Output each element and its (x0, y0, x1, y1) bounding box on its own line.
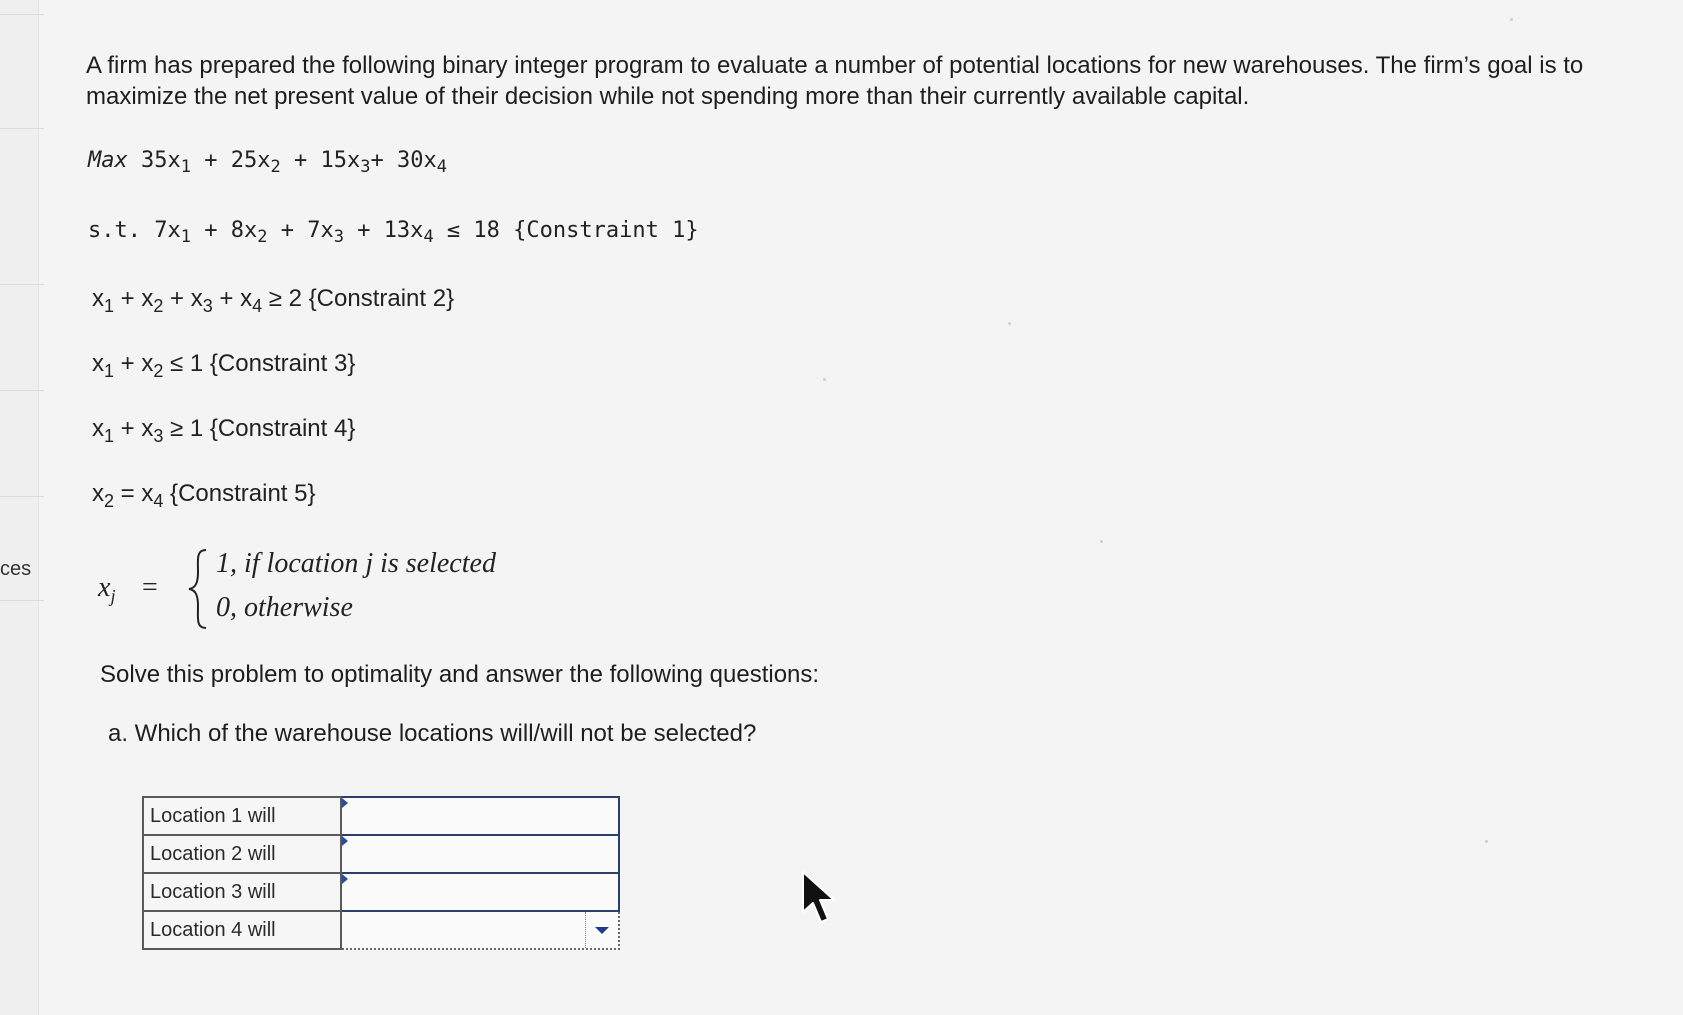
panel-divider (0, 284, 44, 285)
table-row (143, 835, 619, 873)
constraint-prefix: s.t. (88, 218, 141, 243)
location-2-answer-field[interactable] (341, 835, 619, 873)
subscript: 3 (360, 157, 371, 177)
objective-function (88, 148, 447, 177)
location-1-label: Location 1 will (143, 797, 341, 835)
subscript: j (110, 586, 116, 606)
subscript: 1 (104, 426, 115, 446)
subscript: 1 (104, 361, 115, 381)
subscript: 1 (104, 296, 115, 316)
sidebar-partial-label[interactable]: ces (0, 558, 32, 580)
field-marker-icon (342, 874, 348, 884)
subscript: 4 (153, 491, 164, 511)
constraint-term: x (92, 285, 104, 312)
table-row (143, 911, 619, 949)
instruction-text: Solve this problem to optimality and answer the following questions: (100, 661, 820, 688)
dropdown-toggle-button[interactable] (585, 912, 618, 948)
constraint-1 (88, 218, 699, 247)
location-4-label: Location 4 will (143, 911, 341, 949)
location-2-label: Location 2 will (143, 835, 341, 873)
table-row (143, 873, 619, 911)
location-3-label: Location 3 will (143, 873, 341, 911)
constraint-term: + 13x (343, 218, 424, 243)
subscript: 1 (180, 157, 191, 177)
constraint-term: 7x (154, 218, 181, 243)
constraint-4 (92, 415, 355, 447)
question-intro: A firm has prepared the following binary integer program to evaluate a number of potential locations for new warehouses. The firm’s goal is to maximize the net present value of their decision while not spending more than their currently available capital. (86, 52, 1584, 110)
constraint-term: x (92, 350, 104, 377)
constraint-5 (92, 480, 316, 512)
subscript: 2 (270, 157, 281, 177)
constraint-term: + x (163, 285, 203, 312)
location-3-answer-field[interactable] (341, 873, 619, 911)
constraint-rhs: {Constraint 5} (163, 480, 316, 507)
screen-speck (1100, 540, 1103, 543)
objective-term: + 30x (370, 148, 437, 173)
panel-divider (0, 496, 44, 497)
constraint-term: = x (114, 480, 154, 507)
left-panel-edge (0, 0, 39, 1015)
field-marker-icon (342, 798, 348, 808)
constraint-term: + 7x (267, 218, 334, 243)
location-1-answer-field[interactable] (341, 797, 619, 835)
screen-speck (1008, 322, 1011, 325)
binary-variable-definition (98, 548, 558, 630)
screen-speck (1510, 18, 1513, 21)
screen-speck (1485, 840, 1488, 843)
objective-term: + 15x (280, 148, 361, 173)
constraint-rhs: ≤ 18 {Constraint 1} (433, 218, 699, 243)
equals-sign: = (142, 572, 158, 603)
constraint-term: x (92, 480, 104, 507)
constraint-term: x (92, 415, 104, 442)
case-otherwise: 0, otherwise (216, 592, 353, 623)
constraint-term: + x (114, 285, 154, 312)
constraint-term: + x (114, 415, 154, 442)
constraint-rhs: ≤ 1 {Constraint 3} (163, 350, 356, 377)
panel-divider (0, 600, 44, 601)
left-brace-icon (186, 548, 210, 630)
mouse-pointer-icon (800, 870, 840, 926)
constraint-term: + 8x (190, 218, 258, 243)
location-4-dropdown[interactable] (341, 911, 619, 949)
answer-table (142, 796, 620, 950)
definition-lhs (98, 572, 115, 607)
objective-prefix: Max (88, 148, 128, 173)
variable: x (98, 572, 111, 603)
constraint-3 (92, 350, 355, 382)
subscript: 4 (436, 157, 447, 177)
subscript: 3 (202, 296, 213, 316)
constraint-2 (92, 285, 454, 317)
screen-speck (823, 378, 826, 381)
panel-divider (0, 14, 44, 15)
subscript: 3 (333, 227, 344, 247)
chevron-down-icon (595, 927, 609, 934)
part-a-question: a. Which of the warehouse locations will/will not be selected? (108, 720, 757, 747)
table-row (143, 797, 619, 835)
subscript: 2 (153, 361, 164, 381)
panel-divider (0, 128, 44, 129)
subscript: 2 (153, 296, 164, 316)
constraint-rhs: ≥ 2 {Constraint 2} (262, 285, 455, 312)
constraint-term: + x (212, 285, 253, 312)
subscript: 4 (423, 227, 434, 247)
objective-term: 35x (141, 148, 181, 173)
subscript: 2 (257, 227, 268, 247)
constraint-rhs: ≥ 1 {Constraint 4} (163, 415, 356, 442)
field-marker-icon (342, 836, 348, 846)
subscript: 1 (180, 227, 191, 247)
subscript: 4 (252, 296, 263, 316)
objective-term: + 25x (191, 148, 271, 173)
constraint-term: + x (114, 350, 154, 377)
subscript: 3 (153, 426, 164, 446)
subscript: 2 (104, 491, 115, 511)
panel-divider (0, 390, 44, 391)
case-selected: 1, if location j is selected (216, 548, 496, 579)
